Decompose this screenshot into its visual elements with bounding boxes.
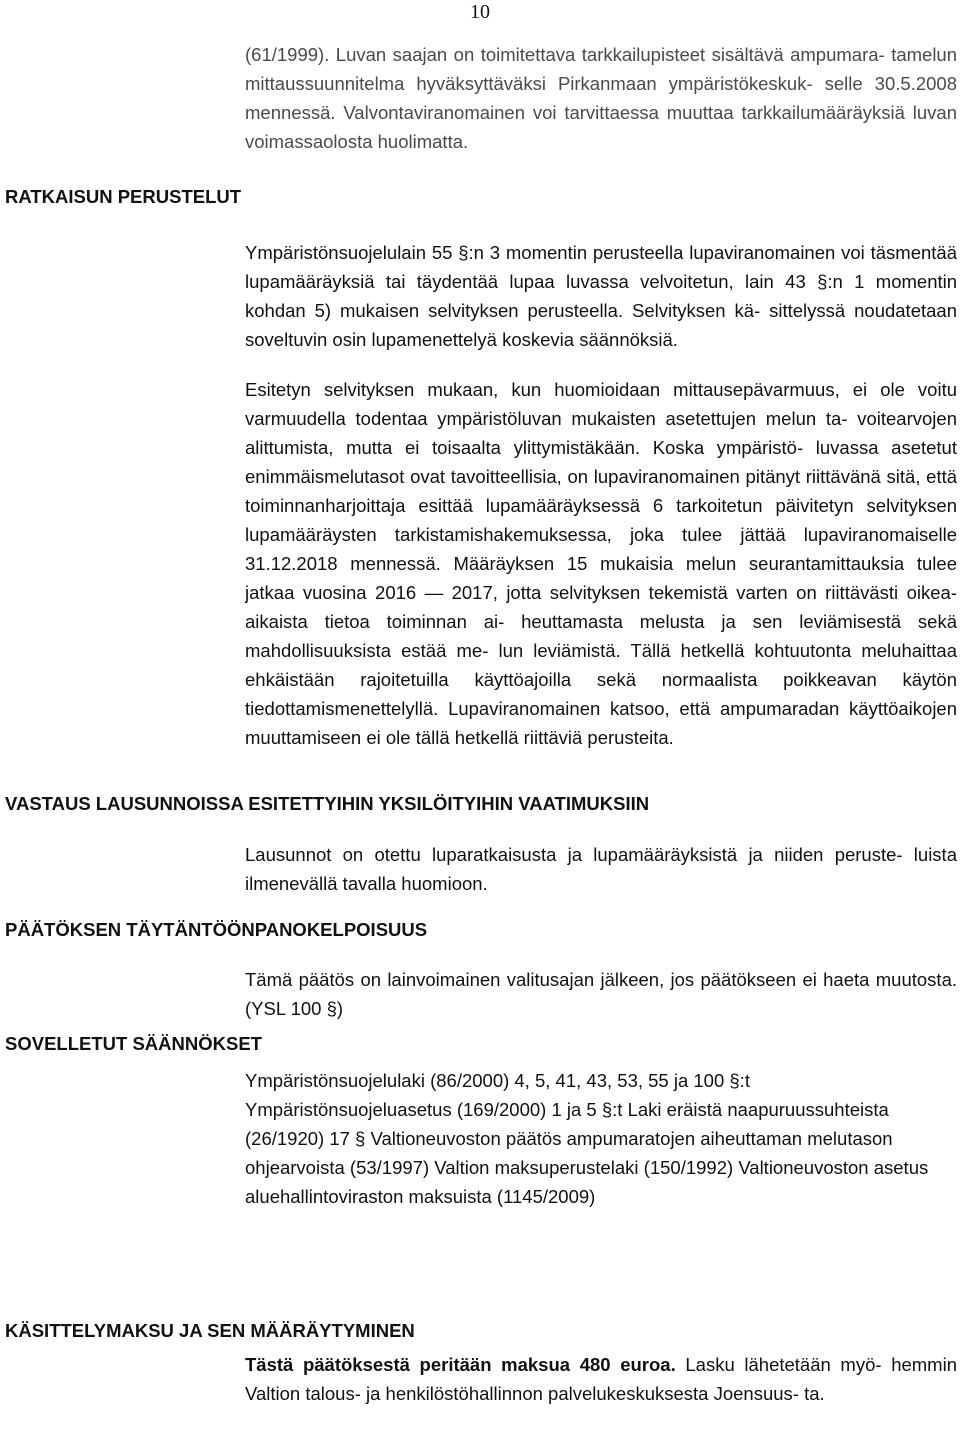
taytantoonpano-paragraph bbox=[245, 965, 957, 1023]
intro-line: selle 30.5.2008 mennessä. Valvontaviranomainen voi tarvittaessa muuttaa bbox=[245, 73, 957, 123]
paragraph-line: Tämä päätös on lainvoimainen valitusajan jälkeen, jos päätökseen ei haeta bbox=[245, 969, 870, 990]
perustelut-paragraph-1 bbox=[245, 238, 957, 354]
fee-line-rest: Lasku lähetetään myö- bbox=[675, 1354, 882, 1375]
statute-item: Ympäristönsuojeluasetus (169/2000) 1 ja 5 §:t bbox=[245, 1099, 623, 1120]
fee-amount-text: Tästä päätöksestä peritään maksua 480 euroa. bbox=[245, 1354, 676, 1375]
paragraph-line: mukaisia melun seurantamittauksia tulee jatkaa vuosina 2016 — 2017, jotta bbox=[245, 553, 957, 603]
paragraph-line: hemmin Valtion talous- ja henkilöstöhallinnon palvelukeskuksesta Joensuus- bbox=[245, 1354, 957, 1404]
intro-line: (61/1999). Luvan saajan on toimitettava tarkkailupisteet sisältävä ampumara- bbox=[245, 44, 885, 65]
paragraph-line: luista ilmenevällä tavalla huomioon. bbox=[245, 844, 957, 894]
paragraph-line: tarkoitetun päivitetyn selvityksen lupamääräysten tarkistamishakemuksessa, bbox=[245, 495, 958, 545]
statute-item: Ympäristönsuojelulaki (86/2000) 4, 5, 41, 43, 53, 55 ja 100 §:t bbox=[245, 1070, 750, 1091]
section-heading-taytantoonpano: PÄÄTÖKSEN TÄYTÄNTÖÖNPANOKELPOISUUS bbox=[5, 919, 428, 940]
perustelut-paragraph-2 bbox=[245, 375, 957, 752]
paragraph-line: Lupaviranomainen katsoo, että ampumaradan käyttöaikojen muuttamiseen ei bbox=[245, 698, 958, 748]
paragraph-line: Esitetyn selvityksen mukaan, kun huomioidaan mittausepävarmuus, ei ole bbox=[245, 379, 905, 400]
paragraph-line: joka tulee jättää lupaviranomaiselle 31.12.2018 mennessä. Määräyksen 15 bbox=[245, 524, 958, 574]
section-heading-ratkaisun-perustelut: RATKAISUN PERUSTELUT bbox=[5, 186, 242, 207]
paragraph-line: heuttamasta melusta ja sen leviämisestä sekä mahdollisuuksista estää me- bbox=[245, 611, 957, 661]
statute-item: Valtioneuvoston asetus aluehallintoviraston maksuista (1145/2009) bbox=[245, 1157, 929, 1207]
paragraph-line: täsmentää lupamääräyksiä tai täydentää lupaa luvassa velvoitetun, lain 43 bbox=[245, 242, 957, 292]
paragraph-line: selvityksen tekemistä varten on riittävästi oikea-aikaista tietoa toiminnan ai- bbox=[245, 582, 958, 632]
intro-line: tarkkailumääräyksiä luvan voimassaolosta huolimatta. bbox=[245, 102, 958, 152]
statute-item: (53/1997) bbox=[349, 1157, 430, 1178]
paragraph-line: lun leviämistä. Tällä hetkellä kohtuutonta meluhaittaa ehkäistään rajoitetuilla bbox=[245, 640, 957, 690]
section-heading-sovelletut: SOVELLETUT SÄÄNNÖKSET bbox=[5, 1033, 262, 1054]
statute-item: Valtioneuvoston päätös ampumaratojen aiheuttaman melutason ohjearvoista bbox=[245, 1128, 893, 1178]
paragraph-line: luvassa asetetut enimmäismelutasot ovat tavoitteellisia, on lupaviranomainen bbox=[245, 437, 957, 487]
paragraph-line: ta. bbox=[804, 1383, 825, 1404]
paragraph-line: ole tällä hetkellä riittäviä perusteita. bbox=[385, 727, 674, 748]
paragraph-line: voitearvojen alittumista, mutta ei toisaalta ylittymistäkään. Koska ympäristö- bbox=[245, 408, 957, 458]
page-number: 10 bbox=[470, 1, 490, 23]
paragraph-line: käyttöajoilla sekä normaalista poikkeavan käytön tiedottamismenettelyllä. bbox=[245, 669, 958, 719]
statute-item: Laki eräistä naapuruussuhteista (26/1920) 17 § bbox=[245, 1099, 889, 1149]
intro-line: tamelun mittaussuunnitelma hyväksyttäväksi Pirkanmaan ympäristökeskuk- bbox=[245, 44, 958, 94]
paragraph-line: voitu varmuudella todentaa ympäristöluvan mukaisten asetettujen melun ta- bbox=[245, 379, 957, 429]
intro-paragraph bbox=[245, 40, 957, 156]
paragraph-line: muutosta. (YSL 100 §) bbox=[245, 969, 958, 1019]
vastaus-paragraph bbox=[245, 840, 957, 898]
paragraph-line: Lausunnot on otettu luparatkaisusta ja lupamääräyksistä ja niiden peruste- bbox=[245, 844, 903, 865]
statute-item: Valtion maksuperustelaki (150/1992) bbox=[434, 1157, 734, 1178]
section-heading-kasittelymaksu: KÄSITTELYMAKSU JA SEN MÄÄRÄYTYMINEN bbox=[5, 1320, 415, 1341]
paragraph-line: Ympäristönsuojelulain 55 §:n 3 momentin perusteella lupaviranomainen voi bbox=[245, 242, 865, 263]
paragraph-line: sittelyssä noudatetaan soveltuvin osin lupamenettelyä koskevia säännöksiä. bbox=[245, 300, 957, 350]
sovelletut-list bbox=[245, 1066, 957, 1211]
paragraph-line bbox=[245, 1354, 882, 1375]
kasittelymaksu-paragraph bbox=[245, 1350, 957, 1408]
paragraph-line: pitänyt riittävänä sitä, että toiminnanharjoittaja esittää lupamääräyksessä 6 bbox=[245, 466, 958, 516]
paragraph-line: §:n 1 momentin kohdan 5) mukaisen selvityksen perusteella. Selvityksen kä- bbox=[245, 271, 958, 321]
section-heading-vastaus: VASTAUS LAUSUNNOISSA ESITETTYIHIN YKSILÖITYIHIN VAATIMUKSIIN bbox=[5, 793, 650, 814]
